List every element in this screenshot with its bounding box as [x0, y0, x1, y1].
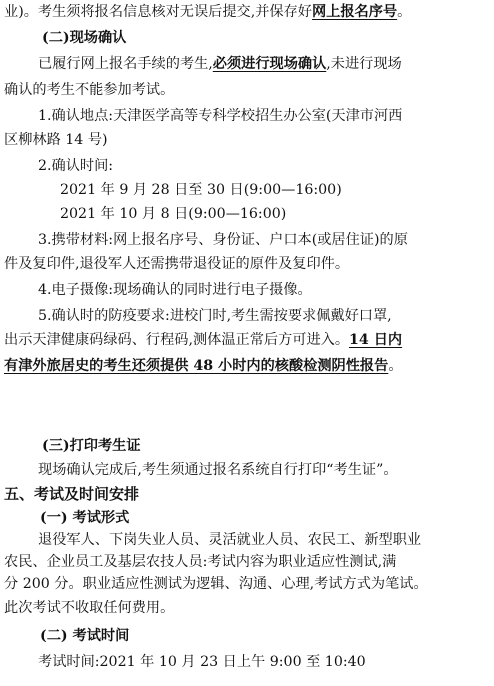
confirm-location-address: 区柳林路 14 号) [4, 132, 108, 148]
paragraph-line [4, 356, 494, 376]
subsection-heading-onsite-confirmation: (二)现场确认 [42, 30, 127, 46]
materials-line-cont: 件及复印件,退役军人还需携带退役证的原件及复印件。 [4, 256, 350, 272]
text-span: ,未进行现场 [326, 56, 402, 72]
paragraph-line: 确认的考生不能参加考试。 [4, 82, 175, 98]
text-span: 业)。考生须将报名信息核对无误后提交,并保存好 [4, 4, 312, 20]
confirm-time-range-1: 2021 年 9 月 28 日至 30 日(9:00—16:00) [60, 182, 342, 198]
confirm-time-label: 2.确认时间: [38, 158, 114, 174]
paragraph-line [38, 54, 494, 74]
paragraph-line [4, 330, 494, 350]
exam-time-line: 考试时间:2021 年 10 月 23 日上午 9:00 至 10:40 [38, 654, 366, 670]
print-card-line: 现场确认完成后,考生须通过报名系统自行打印“考生证”。 [38, 462, 398, 478]
confirm-time-range-2: 2021 年 10 月 8 日(9:00—16:00) [60, 206, 287, 222]
nucleic-acid-test-emphasis: 有津外旅居史的考生还须提供 48 小时内的核酸检测阴性报告 [4, 358, 389, 374]
materials-line: 3.携带材料:网上报名序号、身份证、户口本(或居住证)的原 [38, 232, 408, 248]
travel-history-emphasis: 14 日内 [349, 332, 403, 348]
exam-format-line: 退役军人、下岗失业人员、灵活就业人员、农民工、新型职业 [38, 532, 422, 548]
exam-format-line: 分 200 分。职业适应性测试为逻辑、沟通、心理,考试方式为笔试。 [4, 576, 428, 592]
text-span: 。 [388, 358, 403, 374]
exam-fee-line: 此次考试不收取任何费用。 [4, 600, 175, 616]
text-span: 已履行网上报名手续的考生, [38, 56, 213, 72]
confirm-location-line: 1.确认地点:天津医学高等专科学校招生办公室(天津市河西 [38, 108, 403, 124]
epidemic-requirement-line: 5.确认时的防疫要求:进校门时,考生需按要求佩戴好口罩, [38, 308, 392, 324]
online-registration-number-emphasis: 网上报名序号 [311, 4, 398, 20]
photo-line: 4.电子摄像:现场确认的同时进行电子摄像。 [38, 282, 312, 298]
must-confirm-onsite-emphasis: 必须进行现场确认 [212, 56, 327, 72]
subsection-heading-print-card: (三)打印考生证 [42, 438, 141, 454]
subsection-heading-exam-format: (一) 考试形式 [40, 510, 130, 526]
exam-format-line: 农民、企业员工及基层农技人员:考试内容为职业适应性测试,满 [4, 554, 397, 570]
text-span: 出示天津健康码绿码、行程码,测体温正常后方可进入。 [4, 332, 350, 348]
section-heading-exam-schedule: 五、考试及时间安排 [4, 485, 140, 503]
text-span: 。 [397, 4, 412, 20]
paragraph-line [4, 2, 494, 22]
subsection-heading-exam-time: (二) 考试时间 [40, 628, 130, 644]
